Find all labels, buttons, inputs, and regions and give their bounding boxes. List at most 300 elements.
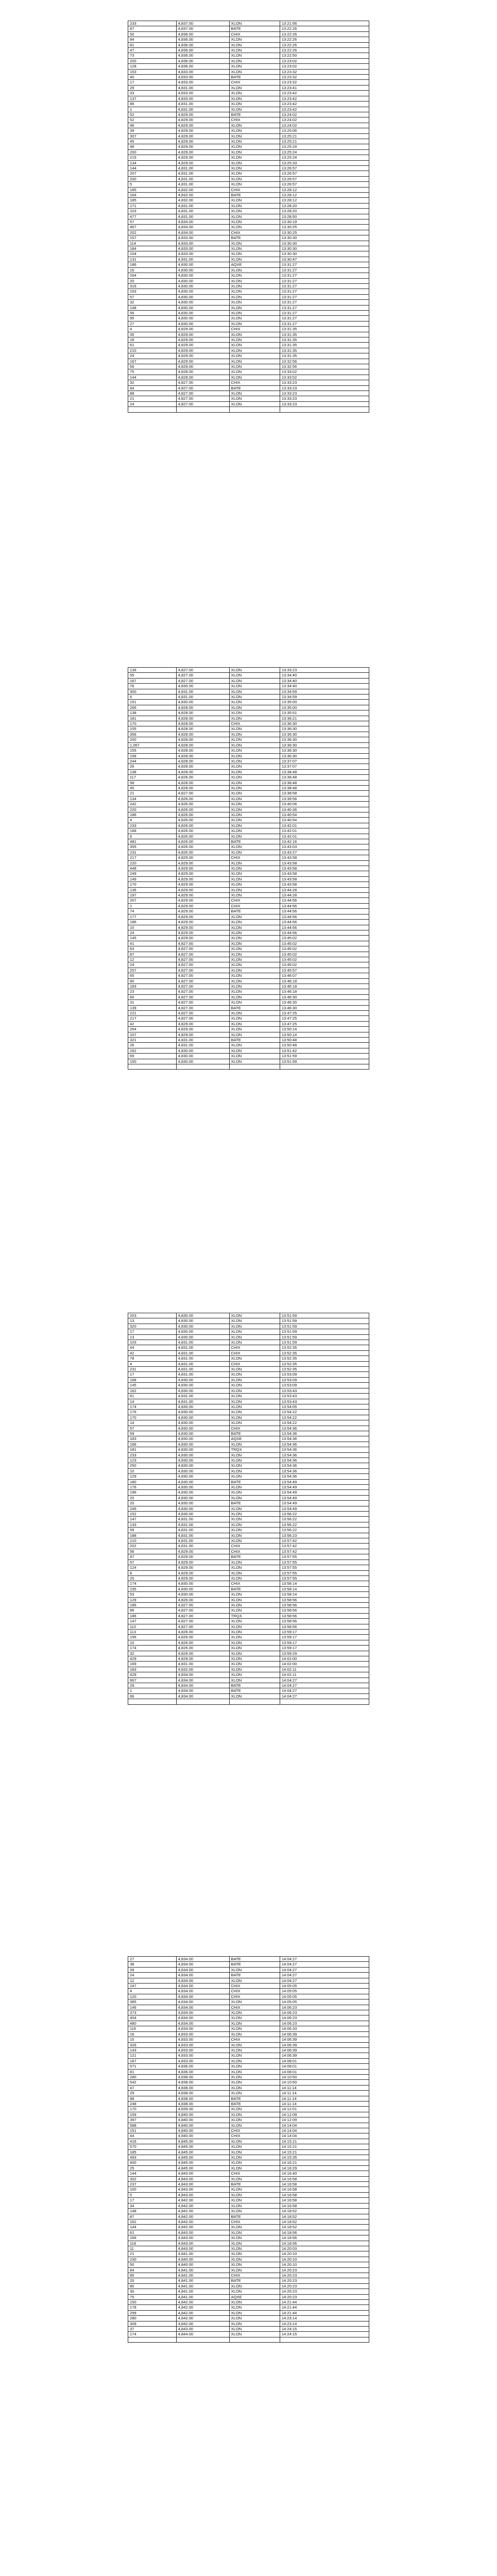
- table-row: [128, 710, 369, 716]
- trade-volume: 47: [128, 1554, 177, 1560]
- trade-price: 4,841.00: [176, 2273, 229, 2278]
- trade-volume: 124: [128, 1565, 177, 1570]
- trade-time: 14:16:58: [280, 2192, 369, 2197]
- trade-volume: 147: [128, 1517, 177, 1522]
- table-row: [128, 893, 369, 898]
- trade-time: 13:33:23: [280, 396, 369, 401]
- trade-volume: 103: [128, 209, 177, 214]
- trade-time: 14:20:23: [280, 2278, 369, 2283]
- trade-venue: XLON: [229, 1394, 280, 1399]
- trade-price: 4,831.00: [176, 1345, 229, 1350]
- table-row: [128, 984, 369, 989]
- table-row: [128, 978, 369, 984]
- trade-price: 4,831.00: [176, 1340, 229, 1345]
- table-row: [128, 2080, 369, 2085]
- trade-venue: XLON: [229, 844, 280, 850]
- trade-time: 13:35:51: [280, 710, 369, 716]
- trade-volume: 480: [128, 2021, 177, 2026]
- trade-volume: 18: [128, 337, 177, 342]
- trade-venue: XLON: [229, 2241, 280, 2246]
- table-row: [128, 139, 369, 144]
- trade-time: 14:04:27: [280, 1967, 369, 1972]
- trade-venue: XLON: [229, 310, 280, 315]
- trade-volume: 73: [128, 53, 177, 58]
- table-row: [128, 1512, 369, 1517]
- trade-venue: XLON: [229, 941, 280, 946]
- trade-price: 4,845.00: [176, 2155, 229, 2160]
- trade-price: 4,831.00: [176, 694, 229, 700]
- trade-venue: XLON: [229, 2289, 280, 2294]
- trade-price: 4,827.00: [176, 678, 229, 683]
- trade-price: 4,830.00: [176, 1479, 229, 1484]
- trade-time: 13:54:36: [280, 1447, 369, 1452]
- trade-price: 4,826.00: [176, 844, 229, 850]
- trade-volume: 13: [128, 1318, 177, 1324]
- trade-time: 13:53:09: [280, 1372, 369, 1377]
- trade-volume: 4: [128, 1989, 177, 1994]
- trade-volume: 143: [128, 2047, 177, 2053]
- trade-price: 4,827.00: [176, 396, 229, 401]
- trade-time: 13:46:18: [280, 984, 369, 989]
- trade-venue: CHIX: [229, 2133, 280, 2139]
- empty-cell: [128, 1699, 177, 1704]
- table-row: [128, 182, 369, 187]
- trade-time: 13:30:30: [280, 235, 369, 241]
- trade-price: 4,828.00: [176, 737, 229, 742]
- table-row: [128, 1011, 369, 1016]
- trade-price: 4,834.00: [176, 1999, 229, 2005]
- trade-venue: BATE: [229, 26, 280, 31]
- trade-time: 13:47:25: [280, 1021, 369, 1026]
- table-row: [128, 37, 369, 42]
- trade-venue: XLON: [229, 37, 280, 42]
- table-row: [128, 882, 369, 887]
- trade-time: 13:36:30: [280, 748, 369, 753]
- table-row: [128, 1581, 369, 1586]
- table-row: [128, 936, 369, 941]
- table-row: [128, 1356, 369, 1361]
- trade-time: 14:06:39: [280, 2053, 369, 2058]
- trade-venue: XLON: [229, 1528, 280, 1533]
- trade-time: 13:45:02: [280, 946, 369, 952]
- trade-price: 4,830.00: [176, 300, 229, 305]
- trade-time: 14:16:58: [280, 2187, 369, 2192]
- table-row: [128, 1538, 369, 1544]
- trade-time: 13:31:27: [280, 278, 369, 283]
- trade-time: 13:46:18: [280, 978, 369, 984]
- trade-volume: 200: [128, 176, 177, 181]
- trade-time: 13:51:59: [280, 1059, 369, 1064]
- trade-volume: 571: [128, 2064, 177, 2069]
- table-row: [128, 321, 369, 326]
- trade-venue: XLON: [229, 300, 280, 305]
- trade-volume: 162: [128, 1388, 177, 1393]
- trade-price: 4,830.00: [176, 1059, 229, 1064]
- table-row: [128, 1059, 369, 1064]
- table-row: [128, 2273, 369, 2278]
- trade-time: 13:58:14: [280, 1592, 369, 1597]
- trade-volume: 477: [128, 214, 177, 219]
- trade-volume: 63: [128, 946, 177, 952]
- table-row: [128, 973, 369, 978]
- trade-time: 13:28:12: [280, 193, 369, 198]
- trade-price: 4,840.00: [176, 2128, 229, 2133]
- trade-time: 14:20:23: [280, 2267, 369, 2273]
- trade-volume: 264: [128, 1027, 177, 1032]
- trade-volume: 183: [128, 1667, 177, 1672]
- trade-venue: XLON: [229, 289, 280, 294]
- trade-time: 13:58:14: [280, 1586, 369, 1591]
- trade-time: 13:59:29: [280, 1651, 369, 1656]
- trade-time: 13:35:00: [280, 700, 369, 705]
- trade-venue: XLON: [229, 700, 280, 705]
- trade-price: 4,829.00: [176, 144, 229, 149]
- trade-venue: CHIX: [229, 898, 280, 903]
- table-row: [128, 235, 369, 241]
- trade-price: 4,827.00: [176, 1602, 229, 1607]
- trade-volume: 373: [128, 2010, 177, 2015]
- trade-venue: XLON: [229, 925, 280, 930]
- trade-price: 4,830.00: [176, 1468, 229, 1473]
- trade-time: 13:54:49: [280, 1506, 369, 1511]
- trade-venue: CHIX: [229, 903, 280, 908]
- trade-price: 4,826.00: [176, 1597, 229, 1602]
- trade-volume: 144: [128, 2225, 177, 2230]
- trade-volume: 167: [128, 359, 177, 364]
- trade-time: 13:58:14: [280, 1581, 369, 1586]
- trade-time: 13:37:07: [280, 758, 369, 764]
- trade-venue: XLON: [229, 1635, 280, 1640]
- trade-volume: 114: [128, 241, 177, 246]
- trade-price: 4,828.00: [176, 785, 229, 790]
- trade-volume: 148: [128, 2209, 177, 2214]
- trade-time: 13:33:23: [280, 391, 369, 396]
- trade-price: 4,831.00: [176, 1350, 229, 1355]
- trade-volume: 47: [128, 48, 177, 53]
- trade-price: 4,830.00: [176, 1426, 229, 1431]
- table-row: [128, 925, 369, 930]
- table-row: [128, 700, 369, 705]
- trade-price: 4,830.00: [176, 1415, 229, 1420]
- trade-price: 4,829.00: [176, 359, 229, 364]
- trade-price: 4,843.00: [176, 2327, 229, 2332]
- trade-volume: 57: [128, 219, 177, 225]
- table-row: [128, 1528, 369, 1533]
- trade-volume: 416: [128, 2139, 177, 2144]
- trade-time: 13:30:30: [280, 251, 369, 257]
- trade-volume: 88: [128, 391, 177, 396]
- trade-volume: 129: [128, 1474, 177, 1479]
- trade-price: 4,831.00: [176, 1528, 229, 1533]
- table-row: [128, 310, 369, 315]
- trade-time: 13:34:40: [280, 684, 369, 689]
- trade-venue: XLON: [229, 2144, 280, 2149]
- table-row: [128, 1683, 369, 1688]
- trade-time: 14:06:39: [280, 2047, 369, 2053]
- trade-venue: CHIX: [229, 1544, 280, 1549]
- table-row: [128, 69, 369, 74]
- table-row: [128, 705, 369, 710]
- trade-volume: 231: [128, 1367, 177, 1372]
- trade-price: 4,829.00: [176, 128, 229, 133]
- trade-price: 4,829.00: [176, 898, 229, 903]
- trade-price: 4,829.00: [176, 909, 229, 914]
- trade-time: 13:36:30: [280, 732, 369, 737]
- table-row: [128, 2321, 369, 2326]
- trade-volume: 131: [128, 257, 177, 262]
- trade-price: 4,833.00: [176, 91, 229, 96]
- trade-volume: 185: [128, 2149, 177, 2155]
- table-row: [128, 769, 369, 774]
- trade-volume: 250: [128, 1463, 177, 1468]
- trade-volume: 176: [128, 1410, 177, 1415]
- trade-time: 13:44:56: [280, 909, 369, 914]
- trade-volume: 171: [128, 203, 177, 208]
- trade-price: 4,833.00: [176, 69, 229, 74]
- trade-time: 13:38:48: [280, 785, 369, 790]
- trade-time: 13:50:48: [280, 1038, 369, 1043]
- table-row: [128, 1565, 369, 1570]
- trade-price: 4,843.00: [176, 2187, 229, 2192]
- trade-venue: XLON: [229, 1672, 280, 1677]
- trade-volume: 76: [128, 684, 177, 689]
- table-row: [128, 160, 369, 165]
- trade-price: 4,831.00: [176, 1372, 229, 1377]
- trade-volume: 21: [128, 2251, 177, 2257]
- trade-price: 4,826.00: [176, 796, 229, 801]
- trade-volume: 58: [128, 780, 177, 785]
- trade-time: 13:31:35: [280, 343, 369, 348]
- trade-venue: XLON: [229, 1399, 280, 1404]
- table-row: [128, 2053, 369, 2058]
- trade-venue: XLON: [229, 321, 280, 326]
- trades-table-page-3: [128, 1313, 369, 1705]
- trade-volume: 181: [128, 1447, 177, 1452]
- trade-price: 4,834.00: [176, 2010, 229, 2015]
- trade-volume: 231: [128, 850, 177, 855]
- table-row: [128, 385, 369, 391]
- trade-price: 4,837.00: [176, 21, 229, 26]
- trade-venue: CHIX: [229, 1350, 280, 1355]
- trade-volume: 38: [128, 1962, 177, 1967]
- trade-volume: 196: [128, 1490, 177, 1495]
- table-row: [128, 2198, 369, 2203]
- trade-price: 4,834.00: [176, 2026, 229, 2031]
- trade-price: 4,843.00: [176, 2246, 229, 2251]
- table-row: [128, 860, 369, 866]
- trade-time: 13:51:59: [280, 1054, 369, 1059]
- trade-venue: XLON: [229, 2321, 280, 2326]
- trade-time: 14:11:14: [280, 2096, 369, 2101]
- table-row: [128, 21, 369, 26]
- trade-time: 13:58:56: [280, 1597, 369, 1602]
- trade-venue: XLON: [229, 1011, 280, 1016]
- trade-price: 4,826.00: [176, 807, 229, 812]
- trade-venue: CHIX: [229, 2273, 280, 2278]
- trade-venue: XLON: [229, 1442, 280, 1447]
- trade-price: 4,832.00: [176, 187, 229, 192]
- trade-volume: 207: [128, 898, 177, 903]
- trade-volume: 133: [128, 1522, 177, 1527]
- table-row: [128, 871, 369, 876]
- trade-venue: BATE: [229, 385, 280, 391]
- trade-venue: XLON: [229, 278, 280, 283]
- trade-price: 4,831.00: [176, 1522, 229, 1527]
- trade-price: 4,830.00: [176, 316, 229, 321]
- trade-time: 13:26:57: [280, 182, 369, 187]
- trade-time: 13:33:02: [280, 375, 369, 380]
- trade-venue: XLON: [229, 1388, 280, 1393]
- trade-price: 4,828.00: [176, 369, 229, 375]
- trade-venue: CHIX: [229, 1426, 280, 1431]
- table-row: [128, 775, 369, 780]
- trade-volume: 32: [128, 1651, 177, 1656]
- trade-time: 14:04:27: [280, 1962, 369, 1967]
- trade-price: 4,830.00: [176, 1452, 229, 1458]
- empty-cell: [280, 407, 369, 412]
- table-row: [128, 721, 369, 726]
- trade-time: 13:34:59: [280, 689, 369, 694]
- table-row: [128, 1463, 369, 1468]
- trade-time: 14:23:14: [280, 2316, 369, 2321]
- table-row: [128, 1560, 369, 1565]
- table-row: [128, 2305, 369, 2310]
- trade-venue: XLON: [229, 802, 280, 807]
- trade-time: 13:30:25: [280, 225, 369, 230]
- trade-price: 4,829.00: [176, 920, 229, 925]
- trade-price: 4,830.00: [176, 1377, 229, 1382]
- trade-time: 13:54:49: [280, 1495, 369, 1500]
- trade-volume: 158: [128, 753, 177, 758]
- trade-venue: XLON: [229, 198, 280, 203]
- trade-price: 4,827.00: [176, 1613, 229, 1618]
- trade-volume: 200: [128, 737, 177, 742]
- trade-time: 13:54:49: [280, 1485, 369, 1490]
- trade-price: 4,831.00: [176, 203, 229, 208]
- trade-time: 13:21:56: [280, 21, 369, 26]
- trade-volume: 150: [128, 2300, 177, 2305]
- trade-time: 13:44:28: [280, 893, 369, 898]
- trade-price: 4,829.00: [176, 871, 229, 876]
- trade-price: 4,830.00: [176, 1512, 229, 1517]
- table-row: [128, 2069, 369, 2074]
- trade-volume: 47: [128, 2085, 177, 2090]
- table-row: [128, 957, 369, 962]
- table-row: [128, 2182, 369, 2187]
- trade-time: 13:54:49: [280, 1501, 369, 1506]
- table-row: [128, 128, 369, 133]
- trade-price: 4,827.00: [176, 946, 229, 952]
- trade-price: 4,836.00: [176, 58, 229, 63]
- table-row: [128, 1345, 369, 1350]
- trade-time: 14:21:44: [280, 2305, 369, 2310]
- trade-volume: 24: [128, 401, 177, 406]
- trade-volume: 148: [128, 305, 177, 310]
- trade-venue: XLON: [229, 1565, 280, 1570]
- table-row: [128, 209, 369, 214]
- trade-time: 14:20:23: [280, 2289, 369, 2294]
- trade-price: 4,829.00: [176, 876, 229, 882]
- trade-venue: XLON: [229, 2053, 280, 2058]
- trade-volume: 153: [128, 69, 177, 74]
- trade-venue: XLON: [229, 2251, 280, 2257]
- trade-time: 13:24:02: [280, 123, 369, 128]
- table-row: [128, 1426, 369, 1431]
- table-row: [128, 2262, 369, 2267]
- trade-volume: 145: [128, 936, 177, 941]
- table-row: [128, 1672, 369, 1677]
- trade-volume: 197: [128, 893, 177, 898]
- trade-time: 13:54:36: [280, 1468, 369, 1473]
- trade-price: 4,834.00: [176, 219, 229, 225]
- trade-time: 14:12:09: [280, 2117, 369, 2123]
- trade-price: 4,830.00: [176, 1581, 229, 1586]
- trade-price: 4,831.00: [176, 101, 229, 107]
- trade-price: 4,830.00: [176, 1313, 229, 1318]
- trade-venue: CHIX: [229, 1989, 280, 1994]
- table-row: [128, 2251, 369, 2257]
- table-row: [128, 75, 369, 80]
- trade-time: 13:30:47: [280, 257, 369, 262]
- trade-venue: XLON: [229, 396, 280, 401]
- table-row: [128, 930, 369, 935]
- table-row: [128, 1394, 369, 1399]
- trade-price: 4,831.00: [176, 1356, 229, 1361]
- trade-time: 13:46:18: [280, 989, 369, 994]
- trade-price: 4,831.00: [176, 1394, 229, 1399]
- trade-venue: XLON: [229, 914, 280, 919]
- trade-venue: XLON: [229, 1377, 280, 1382]
- trade-volume: 110: [128, 1624, 177, 1629]
- trade-venue: BATE: [229, 193, 280, 198]
- table-row: [128, 1021, 369, 1026]
- trade-time: 13:42:01: [280, 823, 369, 828]
- trade-venue: XLON: [229, 871, 280, 876]
- trade-volume: 167: [128, 678, 177, 683]
- trade-price: 4,828.00: [176, 780, 229, 785]
- trade-price: 4,827.00: [176, 1000, 229, 1005]
- trade-time: 13:43:58: [280, 882, 369, 887]
- trade-venue: XLON: [229, 21, 280, 26]
- trade-price: 4,841.00: [176, 2267, 229, 2273]
- trade-price: 4,831.00: [176, 209, 229, 214]
- trade-price: 4,836.00: [176, 64, 229, 69]
- trade-time: 13:31:27: [280, 283, 369, 289]
- trade-volume: 200: [128, 149, 177, 155]
- trade-venue: XLON: [229, 893, 280, 898]
- table-row: [128, 267, 369, 273]
- trade-price: 4,829.00: [176, 1021, 229, 1026]
- trade-price: 4,827.00: [176, 957, 229, 962]
- trade-volume: 61: [128, 343, 177, 348]
- trade-price: 4,834.00: [176, 1672, 229, 1677]
- trade-venue: XLON: [229, 1410, 280, 1415]
- empty-cell: [176, 1064, 229, 1070]
- table-row: [128, 2300, 369, 2305]
- trade-time: 13:22:26: [280, 31, 369, 37]
- trade-venue: XLON: [229, 214, 280, 219]
- table-row: [128, 903, 369, 908]
- trade-price: 4,843.00: [176, 2230, 229, 2235]
- table-row: [128, 26, 369, 31]
- trade-price: 4,829.00: [176, 155, 229, 160]
- trade-venue: XLON: [229, 1646, 280, 1651]
- trade-volume: 185: [128, 187, 177, 192]
- trade-price: 4,829.00: [176, 160, 229, 165]
- table-row: [128, 2278, 369, 2283]
- table-row: [128, 2085, 369, 2090]
- trade-time: 14:06:33: [280, 2026, 369, 2031]
